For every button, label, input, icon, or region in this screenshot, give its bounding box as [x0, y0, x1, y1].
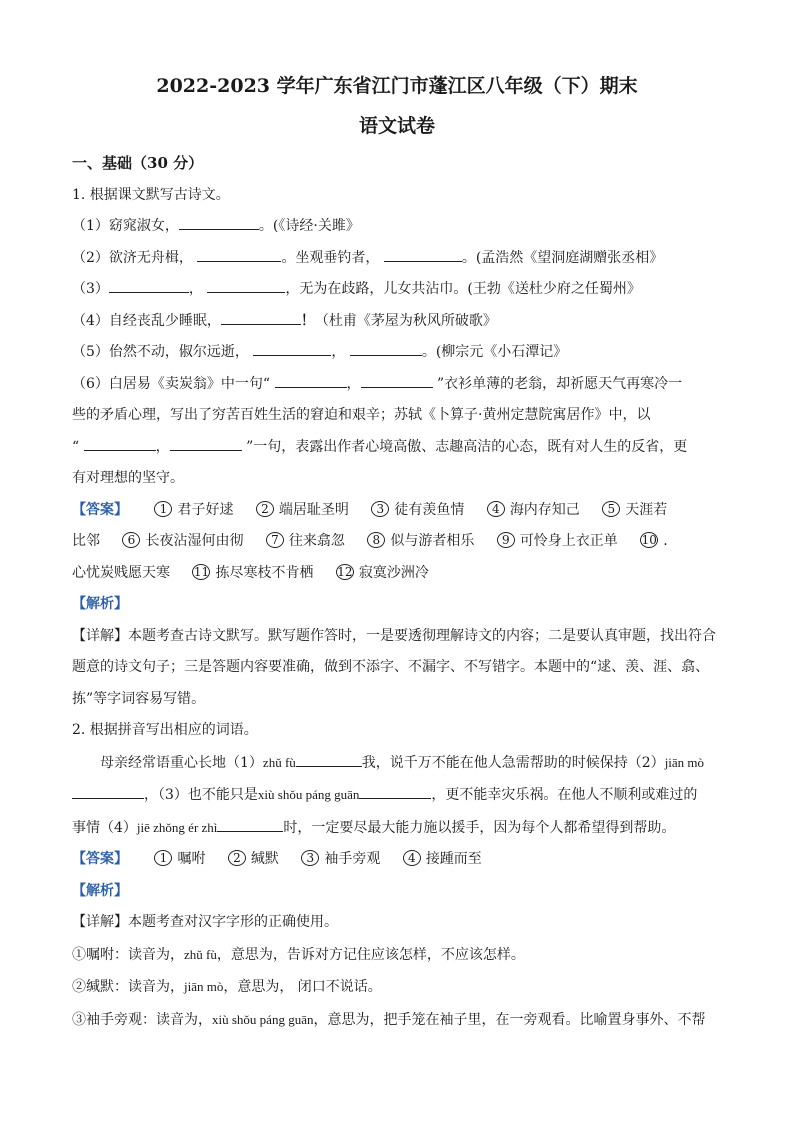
answer-text: 长夜沾湿何由彻: [145, 533, 244, 549]
q1-text: （杜甫《茅屋为秋风所破歌》: [314, 312, 497, 329]
q1-item-2: [72, 243, 722, 275]
answer-item: [192, 565, 313, 581]
answer-blank[interactable]: [72, 784, 144, 799]
q1-text: （3）: [72, 281, 109, 297]
answer-item: [336, 565, 429, 581]
detail-text: ，意思为， 闭口不说话。: [223, 979, 382, 995]
answer-text: 海内存知己: [509, 501, 580, 518]
answer-text: 君子好逑: [177, 501, 234, 518]
answer-blank[interactable]: [170, 436, 242, 451]
q2-text: ，（3）也不能只是: [144, 787, 258, 803]
q1-detail: [72, 621, 722, 653]
answer-text: 缄默: [250, 851, 279, 867]
answer-blank[interactable]: [221, 310, 301, 325]
q1-text: （6）白居易《卖炭翁》中一句“: [72, 375, 271, 392]
answer-text: 天涯若: [625, 501, 668, 518]
answer-blank[interactable]: [179, 215, 259, 230]
q2-detail: [72, 907, 722, 939]
answer-blank[interactable]: [217, 817, 283, 832]
q1-text: 。(孟浩然《望洞庭湖赠张丞相》: [461, 249, 664, 266]
question-2-prompt: 2. 根据拼音写出相应的词语。: [72, 722, 258, 738]
q2-text: 时，一定要尽最大能力施以援手，因为每个人都希望得到帮助。: [283, 819, 676, 836]
circled-number: 4: [487, 501, 505, 517]
section-heading: 一、基础（30 分）: [72, 154, 204, 172]
answer-text: 心忧炭贱愿天寒: [72, 564, 170, 581]
q1-item-3: [72, 274, 722, 306]
answer-text: 端居耻圣明: [278, 501, 349, 518]
circled-number: 4: [403, 850, 421, 866]
circled-number: 12: [337, 564, 353, 579]
q2-text: 事情（4）: [72, 819, 137, 836]
exam-title: 2022-2023 学年广东省江门市蓬江区八年级（下）期末: [156, 75, 638, 97]
circled-number: 5: [602, 501, 620, 517]
answer-item: [154, 502, 233, 518]
answer-blank[interactable]: [84, 436, 156, 451]
pinyin-text: jiān mò: [664, 754, 705, 770]
q2-explanation-1: [72, 939, 722, 972]
q1-text: （5）佁然不动，俶尔远逝，: [72, 344, 249, 360]
answer-item: [301, 851, 380, 867]
answer-text: 嘱咐: [177, 851, 206, 867]
answer-blank[interactable]: [253, 341, 331, 356]
q2-paragraph-line: [72, 747, 722, 780]
q1-item-1: [72, 211, 722, 243]
circled-number: 8: [367, 532, 385, 548]
q2-paragraph-line: [72, 779, 722, 812]
detail-tag: 【详解】: [72, 914, 128, 930]
circled-number: 11: [193, 564, 210, 579]
circled-number: 1: [154, 850, 172, 866]
q1-text: ，无为在歧路，儿女共沾巾。(王勃《送杜少府之任蜀州》: [285, 281, 641, 297]
circled-number: 9: [497, 532, 515, 548]
q1-text: ”一句，表露出作者心境高傲、志趣高洁的心态，既有对人生的反省，更: [246, 438, 688, 455]
circled-number: 10: [641, 533, 657, 547]
q2-answers-row: [72, 844, 722, 876]
pinyin-text: jiē zhǒng ér zhì: [136, 819, 218, 835]
q1-item-6-cont: 有对理想的坚守。: [72, 470, 184, 486]
answer-item: [266, 533, 345, 549]
analysis-tag: 【解析】: [72, 882, 128, 899]
q1-text: ！: [300, 312, 315, 329]
answer-item: [602, 502, 667, 518]
detail-tag: 【详解】: [72, 627, 128, 644]
answer-blank[interactable]: [384, 247, 462, 262]
q2-text: 母亲经常语重心长地（1）: [100, 754, 263, 771]
answer-blank[interactable]: [197, 247, 281, 262]
circled-number: 2: [228, 850, 246, 866]
circled-number: 6: [122, 532, 140, 548]
answer-blank[interactable]: [361, 373, 433, 388]
answer-text: 比邻: [72, 533, 100, 549]
answer-item: [371, 502, 464, 518]
answer-item: [367, 533, 474, 549]
circled-number: 7: [266, 532, 284, 548]
q1-text: （1）窈窕淑女，: [72, 218, 179, 234]
answer-item: [487, 502, 580, 518]
pinyin-text: xiù shǒu páng guān: [212, 1011, 314, 1027]
q2-paragraph-line: [72, 812, 722, 845]
answer-item: [122, 533, 243, 549]
answer-text: 徒有羡鱼情: [394, 501, 465, 518]
detail-text: ：读音为，: [114, 979, 184, 995]
q1-text: ，: [346, 375, 361, 392]
q1-text: （2）欲济无舟楫，: [72, 249, 193, 266]
circled-number: 1: [154, 501, 172, 517]
term-label: ②缄默: [72, 979, 114, 995]
q1-item-6-cont: [72, 432, 722, 464]
answer-text: 接踵而至: [425, 851, 482, 867]
detail-text: ，意思为，把手笼在袖子里，在一旁观看。比喻置身事外、不帮: [313, 1011, 706, 1028]
answer-text: .: [663, 533, 668, 549]
answer-tag: 【答案】: [72, 501, 128, 518]
q2-text: 我，说千万不能在他人急需帮助的时候保持（2）: [361, 754, 665, 771]
answer-item: [497, 533, 618, 549]
pinyin-text: xiù shǒu páng guān: [257, 787, 360, 802]
answer-text: 寂寞沙洲冷: [358, 564, 429, 581]
answer-item: [228, 851, 279, 867]
q1-item-4: [72, 306, 722, 338]
detail-text: ：读音为，: [114, 946, 184, 963]
q1-answers-row-3: [72, 558, 722, 590]
exam-subtitle: 语文试卷: [358, 115, 435, 137]
circled-number: 3: [371, 501, 389, 517]
q2-explanation-2: [72, 971, 722, 1004]
q2-explanation-3: [72, 1004, 722, 1037]
detail-text: 本题考查对汉字字形的正确使用。: [128, 914, 338, 930]
q1-analysis-tag: [72, 589, 722, 621]
q1-item-5: [72, 337, 722, 369]
answer-text: 往来翕忽: [288, 533, 345, 549]
q1-text: 。坐观垂钓者，: [281, 249, 380, 266]
q1-detail-cont: 题意的诗文句子；三是答题内容要准确，做到不添字、不漏字、不写错字。本题中的“逑、羡、涯、翕、: [72, 659, 710, 675]
q2-text: ，更不能幸灾乐祸。在他人不顺利或难过的: [431, 787, 698, 803]
detail-text: ，意思为，告诉对方记住应该怎样，不应该怎样。: [216, 946, 525, 963]
circled-number: 3: [301, 850, 319, 866]
q1-text: ，: [155, 438, 170, 455]
answer-blank[interactable]: [275, 373, 347, 388]
pinyin-text: zhǔ fù: [262, 754, 296, 770]
q1-text: 。(《诗经·关雎》: [258, 218, 360, 234]
answer-item: [256, 502, 349, 518]
q2-analysis-tag: [72, 876, 722, 908]
question-1-prompt: 1. 根据课文默写古诗文。: [72, 186, 230, 203]
q1-item-6-cont: 些的矛盾心理，写出了穷苦百姓生活的窘迫和艰辛；苏轼《卜算子·黄州定慧院寓居作》中，以: [72, 407, 651, 423]
answer-blank[interactable]: [350, 341, 422, 356]
q1-detail-cont: 拣”等字词容易写错。: [72, 690, 206, 707]
answer-text: 似与游者相乐: [390, 533, 475, 549]
q1-text: ”衣衫单薄的老翁，却祈愿天气再寒冷一: [436, 375, 683, 392]
detail-text: ：读音为，: [142, 1011, 212, 1028]
q1-text: （4）自经丧乱少睡眠，: [72, 312, 221, 329]
answer-item: [403, 851, 482, 867]
answer-item: [640, 533, 667, 549]
q1-text: 。(柳宗元《小石潭记》: [421, 344, 568, 360]
answer-blank[interactable]: [109, 278, 189, 293]
answer-blank[interactable]: [296, 752, 362, 767]
answer-text: 拣尽寒枝不肯栖: [215, 564, 314, 581]
q1-answers-row-1: [72, 495, 722, 527]
pinyin-text: zhǔ fù: [184, 946, 217, 962]
answer-blank[interactable]: [359, 784, 431, 799]
term-label: ③袖手旁观: [72, 1011, 142, 1028]
document-page: [72, 70, 722, 1036]
answer-item: [154, 851, 205, 867]
answer-blank[interactable]: [207, 278, 285, 293]
answer-text: 袖手旁观: [324, 851, 381, 867]
q1-text: ，: [188, 281, 203, 297]
q1-item-6: [72, 369, 722, 401]
q1-answers-row-2: [72, 526, 722, 558]
analysis-tag: 【解析】: [72, 596, 128, 612]
circled-number: 2: [256, 501, 274, 517]
answer-tag: 【答案】: [72, 851, 128, 867]
detail-text: 本题考查古诗文默写。默写题作答时，一是要透彻理解诗文的内容；二是要认真审题，找出符合: [128, 627, 716, 644]
pinyin-text: jiān mò: [184, 979, 224, 994]
q1-text: “: [72, 438, 80, 455]
term-label: ①嘱咐: [72, 946, 114, 963]
answer-text: 可怜身上衣正单: [519, 533, 618, 549]
q1-text: ，: [331, 344, 346, 360]
